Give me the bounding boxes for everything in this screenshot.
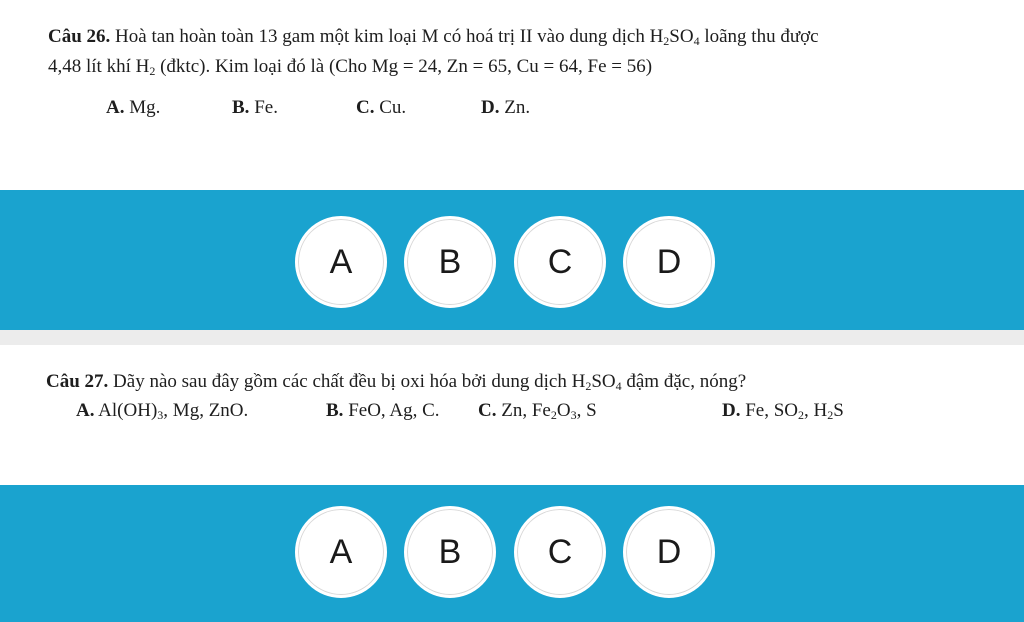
question-26-options — [0, 97, 1024, 127]
answer-button-b[interactable]: B — [404, 216, 496, 308]
answer-button-c[interactable]: C — [514, 216, 606, 308]
question-26-text: Câu 26. Hoà tan hoàn toàn 13 gam một kim loại M có hoá trị II vào dung dịch $H_2SO_4$ loãng thu được 4,48 lít khí $H_2$ (đktc). Kim loại đó là (Cho Mg = 24, Zn = 65, Cu = 64, Fe = 56) — [48, 26, 819, 78]
question-27-option-b: B. FeO, Ag, C. — [326, 400, 440, 421]
answer-button-b[interactable]: B — [404, 506, 496, 598]
separator — [0, 330, 1024, 345]
answer-button-a[interactable]: A — [295, 506, 387, 598]
question-27-option-c: C. Zn, $Fe_2O_3$, S — [478, 400, 597, 422]
answer-band-26 — [0, 190, 1024, 330]
question-26-option-d: D. Zn. — [481, 97, 531, 118]
question-27-label: Câu 27. — [46, 371, 109, 392]
question-27-option-a: A. $Al(OH)_3$, Mg, ZnO. — [76, 400, 249, 422]
question-27-option-d: D. Fe, $SO_2$, $H_2S$ — [722, 400, 844, 422]
question-26-label: Câu 26. — [48, 26, 111, 47]
answer-band-27 — [0, 485, 1024, 622]
question-27-options — [0, 400, 1024, 430]
question-27-text: Câu 27. Dãy nào sau đây gồm các chất đều bị oxi hóa bởi dung dịch $H_2SO_4$ đậm đặc, nóng? — [46, 371, 747, 393]
question-26-option-c: C. Cu. — [356, 97, 407, 118]
question-26-option-a: A. Mg. — [106, 97, 161, 118]
answer-button-a[interactable]: A — [295, 216, 387, 308]
answer-button-c[interactable]: C — [514, 506, 606, 598]
answer-button-d[interactable]: D — [623, 216, 715, 308]
answer-button-d[interactable]: D — [623, 506, 715, 598]
question-26-option-b: B. Fe. — [232, 97, 278, 118]
